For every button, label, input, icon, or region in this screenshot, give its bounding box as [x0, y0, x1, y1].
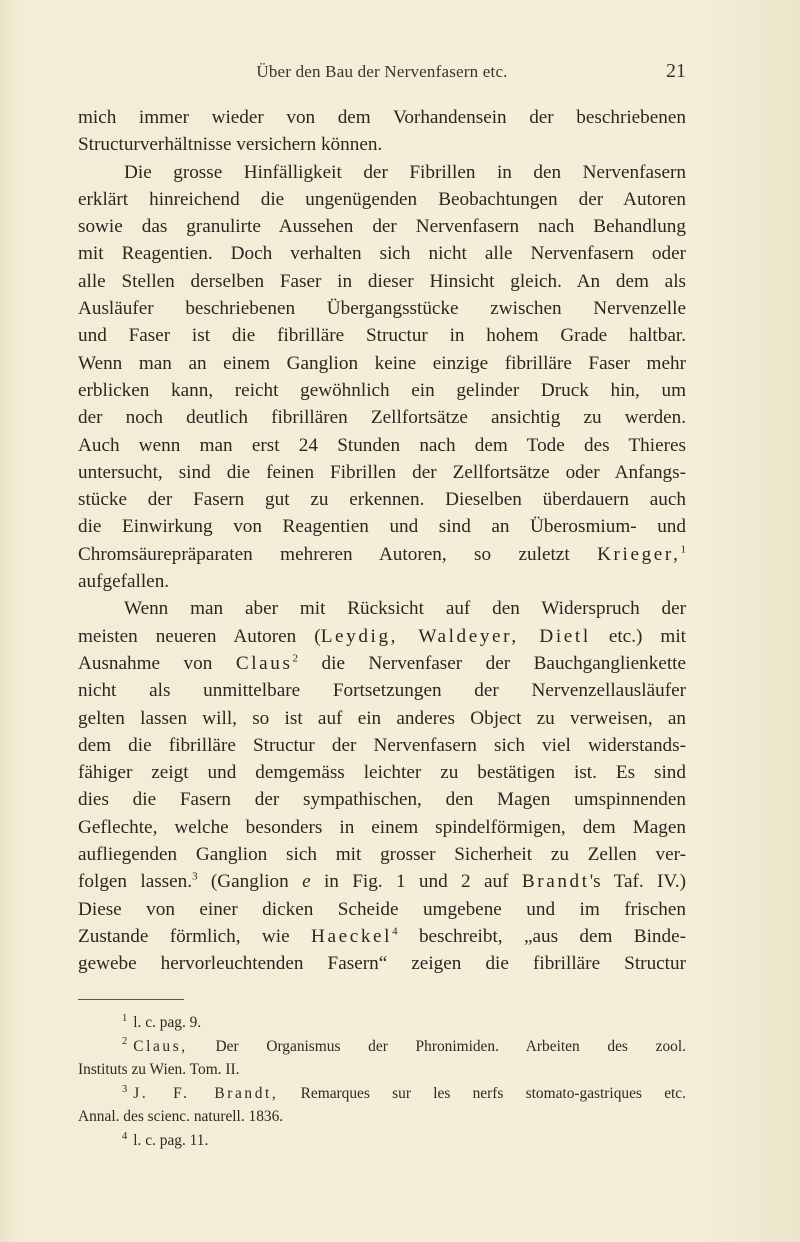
text-line	[78, 923, 686, 950]
footnote-ref: 3	[192, 870, 198, 883]
text-line: der noch deutlich fibrillären Zellfortsätze ansichtig zu werden.	[78, 407, 686, 429]
figure-letter: e	[302, 871, 311, 893]
footnote-text: l. c. pag. 9.	[133, 1014, 202, 1031]
text-segment: Chromsäurepräparaten mehreren Autoren, so zuletzt	[78, 543, 570, 565]
text-line: nicht als unmittelbare Fortsetzungen der Nervenzellausläufer	[78, 680, 686, 702]
footnote-mark: 3	[122, 1083, 128, 1095]
footnote-text: Der Organismus der Phronimiden. Arbeiten des zool.	[215, 1037, 686, 1055]
footnote-2	[78, 1035, 686, 1059]
text-line: Geflechte, welche besonders in einem spindelförmigen, dem Magen	[78, 816, 686, 838]
text-segment: Zustande förmlich, wie	[78, 925, 290, 947]
text-segment: Ausnahme von	[78, 652, 213, 674]
author-name: Haeckel	[311, 925, 393, 947]
text-line: aufliegenden Ganglion sich mit grosser Sicherheit zu Zellen ver-	[78, 844, 686, 866]
footnote-mark: 2	[122, 1036, 128, 1048]
text-line	[78, 623, 686, 650]
text-segment: 's Taf. IV.)	[589, 871, 687, 893]
footnote-ref: 2	[292, 652, 299, 665]
text-line: alle Stellen derselben Faser in dieser Hinsicht gleich. An dem als	[78, 270, 686, 292]
footnotes	[78, 1011, 686, 1153]
footnote-divider	[78, 999, 184, 1000]
text-line: Auch wenn man erst 24 Stunden nach dem Tode des Thieres	[78, 434, 686, 456]
text-line	[78, 868, 686, 895]
author-name: Claus,	[133, 1037, 188, 1055]
footnote-ref: 4	[392, 925, 398, 938]
footnote-1	[78, 1011, 686, 1035]
page-header	[78, 62, 686, 88]
text-segment: (Ganglion	[197, 871, 289, 893]
text-line: die Einwirkung von Reagentien und sind an Überosmium- und	[78, 516, 686, 538]
text-segment: in Fig. 1 und 2 auf	[323, 871, 509, 893]
author-name: Krieger,	[597, 543, 681, 565]
text-line: Structurverhältnisse versichern können.	[78, 134, 383, 156]
author-name: Claus	[235, 652, 293, 674]
text-line: Diese von einer dicken Scheide umgebene und im frischen	[78, 898, 686, 920]
text-line: mich immer wieder von dem Vorhandensein der beschriebenen	[78, 107, 686, 128]
author-name: Brandt	[521, 871, 590, 893]
text-line: erblicken kann, reicht gewöhnlich ein gelinder Druck hin, um	[78, 379, 686, 401]
text-line: Ausläufer beschriebenen Übergangsstücke zwischen Nervenzelle	[78, 298, 686, 320]
text-line	[78, 650, 686, 677]
text-line: gelten lassen will, so ist auf ein anderes Object zu verweisen, an	[78, 707, 686, 729]
author-names: Leydig, Waldeyer, Dietl	[320, 625, 591, 647]
text-segment: meisten neueren Autoren (	[78, 625, 321, 647]
text-line: mit Reagentien. Doch verhalten sich nicht alle Nervenfasern oder	[78, 243, 686, 265]
footnote-text: l. c. pag. 11.	[133, 1131, 209, 1149]
footnote-3	[78, 1082, 686, 1106]
text-line: Wenn man an einem Ganglion keine einzige fibrilläre Faser mehr	[78, 352, 686, 374]
body-text	[78, 104, 686, 978]
text-line: dies die Fasern der sympathischen, den Magen umspinnenden	[78, 789, 686, 811]
text-line: fähiger zeigt und demgemäss leichter zu bestätigen ist. Es sind	[78, 762, 686, 784]
text-line: sowie das granulirte Aussehen der Nervenfasern nach Behandlung	[78, 216, 686, 238]
text-line: aufgefallen.	[78, 571, 170, 593]
text-line: erklärt hinreichend die ungenügenden Beobachtungen der Autoren	[78, 188, 686, 210]
footnote-4	[78, 1129, 686, 1153]
page-number: 21	[666, 60, 686, 82]
paragraph-start-line: Wenn man aber mit Rücksicht auf den Widerspruch der	[124, 598, 686, 620]
text-segment: etc.) mit	[590, 625, 686, 647]
text-segment: folgen lassen.	[78, 871, 193, 893]
footnote-mark: 1	[122, 1012, 128, 1024]
paragraph-start-line: Die grosse Hinfälligkeit der Fibrillen in den Nervenfasern	[124, 161, 686, 183]
text-line: gewebe hervorleuchtenden Fasern“ zeigen die fibrilläre Structur	[78, 953, 686, 975]
text-segment: beschreibt, „aus dem Binde-	[418, 925, 687, 947]
running-head: Über den Bau der Nervenfasern etc.	[256, 62, 508, 81]
footnote-text: Remarques sur les nerfs stomato-gastriques etc.	[300, 1084, 686, 1102]
text-segment: die Nervenfaser der Bauchganglienkette	[321, 652, 687, 674]
text-line: untersucht, sind die feinen Fibrillen der Zellfortsätze oder Anfangs-	[78, 461, 686, 483]
text-line	[78, 541, 686, 568]
footnote-2-continuation: Instituts zu Wien. Tom. II.	[78, 1061, 240, 1079]
footnote-ref: 1	[680, 543, 686, 556]
footnote-3-continuation: Annal. des scienc. naturell. 1836.	[78, 1108, 284, 1126]
text-line: stücke der Fasern gut zu erkennen. Dieselben überdauern auch	[78, 489, 686, 511]
text-line: dem die fibrilläre Structur der Nervenfasern sich viel widerstands-	[78, 734, 686, 756]
footnote-mark: 4	[122, 1130, 128, 1142]
text-line: und Faser ist die fibrilläre Structur in hohem Grade haltbar.	[78, 325, 686, 347]
author-name: J. F. Brandt,	[133, 1084, 279, 1102]
